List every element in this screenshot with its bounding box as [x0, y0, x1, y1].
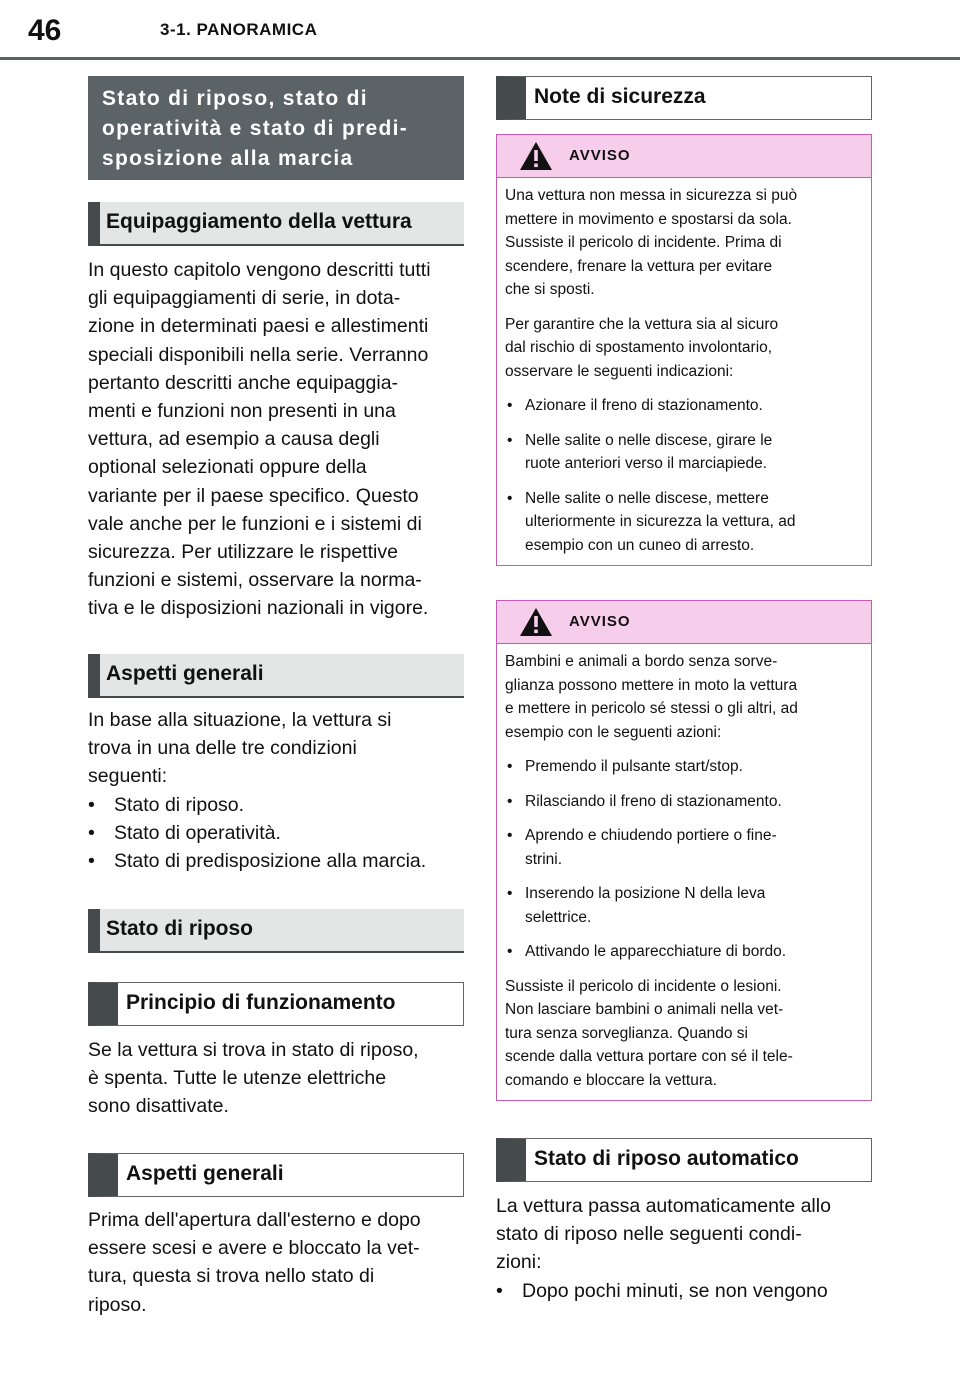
list-item: • Inserendo la posizione N della leva selettrice. — [507, 885, 766, 926]
list-item: • Azionare il freno di stazionamento. — [507, 397, 763, 414]
page-number: 46 — [28, 14, 62, 47]
main-title — [88, 76, 464, 180]
list-item: • Nelle salite o nelle discese, mettere ulteriormente in sicurezza la vettura, ad esempio con un cuneo di arresto. — [507, 489, 796, 554]
heading-aspetti-generali-2: Aspetti generali — [88, 1153, 464, 1197]
list-item: • Aprendo e chiudendo portiere o fine- strini. — [507, 827, 777, 868]
warning-box-1 — [496, 134, 872, 566]
list-item: • Stato di riposo. — [88, 793, 245, 816]
conditions-text: In base alla situazione, la vettura si trova in una delle tre condizioni seguenti: • Stato di riposo. • Stato di operatività. • Stato di predisposizione alla marcia. — [88, 706, 464, 875]
warning-label: AVVISO — [569, 613, 631, 630]
general-text: Prima dell'apertura dall'esterno e dopo essere scesi e avere e bloccato la vet- tura, questa si trova nello stato di riposo. — [88, 1209, 421, 1316]
heading-note-sicurezza: Note di sicurezza — [496, 76, 872, 120]
warning-triangle-icon — [519, 607, 553, 637]
warning-header — [497, 135, 871, 178]
main-title-line: operatività e stato di predi- — [102, 117, 409, 140]
header-rule — [0, 57, 960, 60]
heading-aspetti-generali: Aspetti generali — [88, 654, 464, 698]
warning-triangle-icon — [519, 141, 553, 171]
chapter-title: 3-1. PANORAMICA — [160, 20, 318, 39]
main-title-line: sposizione alla marcia — [102, 147, 354, 170]
heading-equipaggiamento: Equipaggiamento della vettura — [88, 202, 464, 246]
heading-principio: Principio di funzionamento — [88, 982, 464, 1026]
main-title-line: Stato di riposo, stato di — [102, 87, 368, 110]
warning-body: Una vettura non messa in sicurezza si può mettere in movimento e spostarsi da sola. Sussiste il pericolo di incidente. Prima di scendere, frenare la vettura per evitare che si sposti. Per garantire che la vettura sia al sicuro dal rischio di spostamento involontario, osservare le seguenti indicazioni: • Azionare il freno di stazionamento. • Nelle salite o nelle discese, girare le ruote anteriori verso il marciapiede. • Nelle salite o nelle discese, mettere ulteriormente in sicurezza la vettura, ad esempio con un cuneo di arresto. — [497, 178, 871, 565]
heading-stato-di-riposo: Stato di riposo — [88, 909, 464, 953]
warning-body: Bambini e animali a bordo senza sorve- glianza possono mettere in moto la vettura e mettere in pericolo sé stessi o gli altri, ad esempio con le seguenti azioni: • Premendo il pulsante start/stop. • Rilasciando il freno di stazionamento. • Aprendo e chiudendo portiere o fine- strini. • Inserendo la posizione N della leva selettrice. • Attivando le apparecchiature di bordo. Sussiste il pericolo di incidente o lesioni. Non lasciare bambini o animali nella vet- tura senza sorveglianza. Quando si scende dalla vettura portare con sé il tele- comando e bloccare la vettura. — [497, 644, 871, 1100]
list-item: • Dopo pochi minuti, se non vengono — [496, 1279, 828, 1302]
list-item: • Attivando le apparecchiature di bordo. — [507, 943, 787, 960]
list-item: • Rilasciando il freno di stazionamento. — [507, 792, 782, 810]
page-header — [0, 0, 960, 60]
warning-header — [497, 601, 871, 644]
list-item: • Stato di operatività. — [88, 821, 281, 844]
warning-box-2 — [496, 600, 872, 1101]
principle-text: Se la vettura si trova in stato di riposo, è spenta. Tutte le utenze elettriche sono disattivate. — [88, 1039, 419, 1118]
warning-label: AVVISO — [569, 147, 631, 164]
equipment-text: In questo capitolo vengono descritti tutti gli equipaggiamenti di serie, in dota- zione in determinati paesi e allestimenti speciali disponibili nella serie. Verranno pertanto descritti anche equipaggia- menti e funzioni non presenti in una vettura, ad esempio a causa degli optional selezionati oppure della variante per il paese specifico. Questo vale anche per le funzioni e i sistemi di sicurezza. Per utilizzare le rispettive funzioni e sistemi, osservare la norma- tiva e le disposizioni nazionali in vigore. — [88, 259, 431, 620]
list-item: • Nelle salite o nelle discese, girare le ruote anteriori verso il marciapiede. — [507, 431, 773, 472]
list-item: • Premendo il pulsante start/stop. — [507, 758, 743, 775]
list-item: • Stato di predisposizione alla marcia. — [88, 850, 427, 873]
auto-rest-text: La vettura passa automaticamente allo stato di riposo nelle seguenti condi- zioni: • Dopo pochi minuti, se non vengono — [496, 1192, 872, 1305]
heading-riposo-automatico: Stato di riposo automatico — [496, 1138, 872, 1182]
